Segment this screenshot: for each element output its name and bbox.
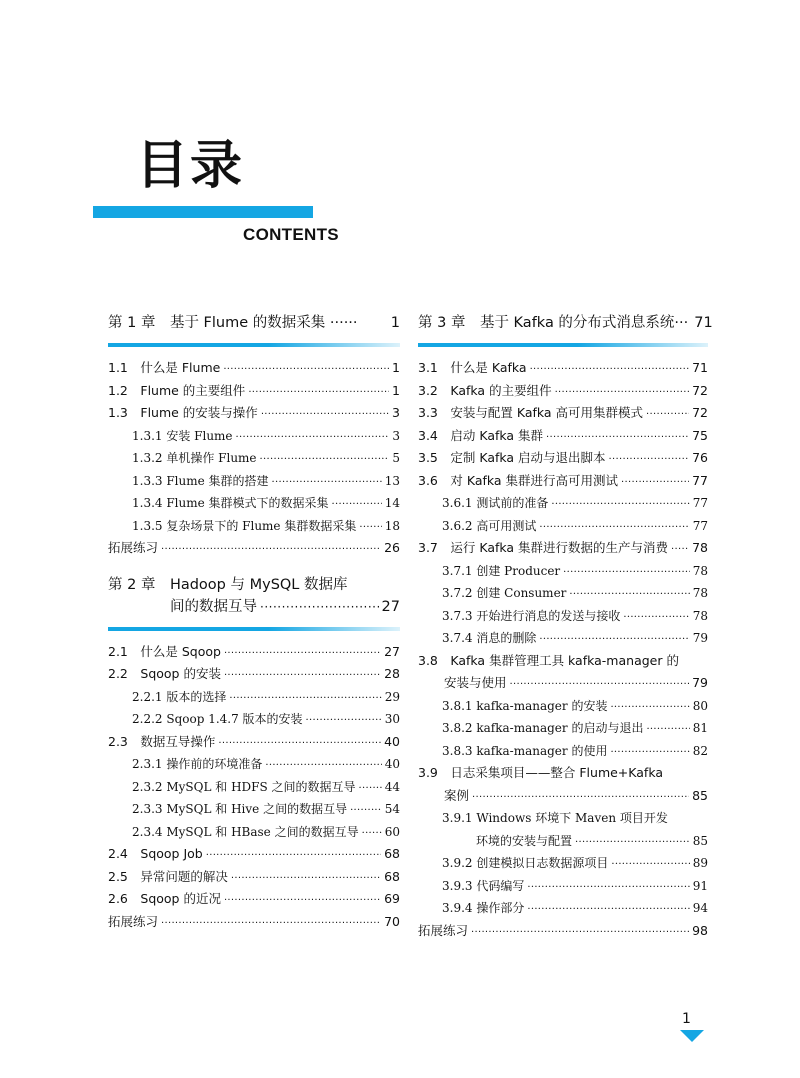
toc-entry[interactable] xyxy=(418,605,708,628)
toc-entry-page: 78 xyxy=(692,586,708,600)
toc-entry-title: 1.3 Flume 的安装与操作 xyxy=(108,405,258,420)
chapter-underline xyxy=(108,627,400,631)
toc-entry-page: 27 xyxy=(384,643,400,659)
chapter-title: 第 2 章 Hadoop 与 MySQL 数据库 xyxy=(108,576,348,593)
toc-entry-title: 3.7 运行 Kafka 集群进行数据的生产与消费 xyxy=(418,540,669,555)
dot-leader xyxy=(569,584,689,607)
toc-entry-page: 72 xyxy=(692,405,708,420)
toc-entry[interactable] xyxy=(418,357,708,380)
toc-entry[interactable] xyxy=(108,515,400,538)
dot-leader xyxy=(671,539,689,562)
dot-leader xyxy=(646,404,689,427)
toc-entry-title: 3.9.4 操作部分 xyxy=(442,901,525,915)
toc-entry-title: 2.2 Sqoop 的安装 xyxy=(108,666,221,681)
dot-leader xyxy=(223,359,389,382)
page-number: 1 xyxy=(682,1011,691,1027)
toc-entry-page: 68 xyxy=(384,868,400,884)
toc-entry-title: 2.3 数据互导操作 xyxy=(108,733,216,749)
toc-entry-page: 94 xyxy=(692,901,708,915)
toc-entry-page: 89 xyxy=(692,856,708,870)
dot-leader xyxy=(646,719,689,742)
toc-entry[interactable] xyxy=(418,920,708,943)
toc-right-column xyxy=(418,312,713,956)
dot-leader xyxy=(611,854,689,877)
toc-entry-title: 1.2 Flume 的主要组件 xyxy=(108,382,246,398)
toc-entry-title: 2.2.2 Sqoop 1.4.7 版本的安装 xyxy=(132,712,303,726)
dot-leader xyxy=(265,755,381,778)
chapter-1-entries xyxy=(108,357,400,560)
toc-entry-page: 79 xyxy=(692,675,708,690)
toc-entry[interactable] xyxy=(108,776,400,799)
toc-entry[interactable] xyxy=(418,852,708,875)
toc-entry-title: 1.3.3 Flume 集群的搭建 xyxy=(132,473,269,488)
dot-leader xyxy=(471,922,689,945)
dot-leader xyxy=(206,845,381,868)
toc-entry-page: 81 xyxy=(692,721,708,735)
toc-entry[interactable] xyxy=(418,650,708,673)
toc-entry-title: 3.9.2 创建模拟日志数据源项目 xyxy=(442,856,609,870)
dot-leader xyxy=(472,787,689,810)
toc-entry-title: 拓展练习 xyxy=(418,922,469,938)
toc-entry-page: 5 xyxy=(392,451,400,465)
toc-entry[interactable] xyxy=(418,695,708,718)
toc-entry-page: 13 xyxy=(384,473,400,488)
toc-entry[interactable] xyxy=(108,470,400,493)
toc-entry-page: 68 xyxy=(384,846,400,861)
toc-entry-title: 2.2.1 版本的选择 xyxy=(132,689,227,704)
dot-leader xyxy=(621,472,689,495)
chapter-3-heading[interactable] xyxy=(418,312,713,347)
toc-entry-page: 78 xyxy=(692,563,708,578)
dot-leader xyxy=(610,742,689,765)
dot-leader xyxy=(224,643,381,666)
toc-entry-page: 30 xyxy=(384,712,400,726)
toc-entry-title: 拓展练习 xyxy=(108,913,159,929)
toc-entry-title: 3.7.2 创建 Consumer xyxy=(442,586,567,600)
toc-entry-title: 3.8.2 kafka-manager 的启动与退出 xyxy=(442,721,644,735)
dot-leader xyxy=(272,472,382,495)
toc-entry[interactable] xyxy=(108,798,400,821)
toc-entry[interactable] xyxy=(108,537,400,560)
toc-entry[interactable] xyxy=(418,785,708,808)
dot-leader xyxy=(229,688,381,711)
toc-entry-title: 1.3.4 Flume 集群模式下的数据采集 xyxy=(132,496,329,510)
dot-leader xyxy=(359,517,381,540)
dot-leader xyxy=(623,607,689,630)
toc-entry-page: 75 xyxy=(692,427,708,443)
chapter-title: 第 3 章 基于 Kafka 的分布式消息系统··· xyxy=(418,315,689,331)
toc-entry[interactable] xyxy=(108,663,400,686)
dot-leader xyxy=(236,427,390,450)
toc-entry-page: 54 xyxy=(384,802,400,816)
toc-entry-page: 77 xyxy=(692,472,708,488)
toc-entry[interactable] xyxy=(418,582,708,605)
dot-leader xyxy=(161,539,381,562)
toc-entry-page: 80 xyxy=(692,698,708,713)
toc-entry[interactable] xyxy=(418,447,708,470)
toc-entry-title: 3.7.4 消息的删除 xyxy=(442,631,537,645)
toc-entry-title: 安装与使用 xyxy=(444,675,507,690)
dot-leader xyxy=(510,674,690,697)
toc-entry-page: 78 xyxy=(692,540,708,555)
dot-leader xyxy=(539,629,689,652)
toc-entry-page: 85 xyxy=(692,833,708,848)
toc-entry[interactable] xyxy=(418,830,708,853)
chapter-2-heading[interactable] xyxy=(108,574,400,631)
toc-entry-page: 79 xyxy=(692,631,708,645)
toc-entry[interactable] xyxy=(418,740,708,763)
dot-leader xyxy=(539,517,689,540)
toc-entry-title: 3.2 Kafka 的主要组件 xyxy=(418,382,552,398)
toc-entry-page: 1 xyxy=(392,382,400,398)
toc-entry-title: 3.1 什么是 Kafka xyxy=(418,360,527,375)
toc-entry[interactable] xyxy=(418,470,708,493)
page-marker-triangle xyxy=(680,1030,704,1042)
toc-entry[interactable] xyxy=(418,402,708,425)
dot-leader xyxy=(248,382,389,405)
toc-entry-title: 3.7.3 开始进行消息的发送与接收 xyxy=(442,608,621,623)
chapter-page: 27 xyxy=(381,598,400,615)
toc-entry-title: 3.8.1 kafka-manager 的安装 xyxy=(442,698,608,713)
toc-entry-title: 3.5 定制 Kafka 启动与退出脚本 xyxy=(418,450,606,465)
toc-entry-title: 2.3.2 MySQL 和 HDFS 之间的数据互导 xyxy=(132,779,356,794)
toc-entry[interactable] xyxy=(108,753,400,776)
toc-entry[interactable] xyxy=(108,402,400,425)
chapter-title-cont: 间的数据互导 xyxy=(170,598,257,615)
toc-entry-page: 14 xyxy=(384,496,400,510)
toc-entry-title: 3.4 启动 Kafka 集群 xyxy=(418,427,544,443)
toc-entry[interactable] xyxy=(108,843,400,866)
toc-entry[interactable] xyxy=(108,888,400,911)
dot-leader xyxy=(609,449,690,472)
chapter-underline xyxy=(108,343,400,347)
toc-entry-page: 98 xyxy=(692,922,708,938)
toc-entry-page: 26 xyxy=(384,540,400,555)
toc-entry-page: 3 xyxy=(392,428,400,443)
dot-leader xyxy=(306,710,382,733)
toc-entry-page: 3 xyxy=(392,405,400,420)
dot-leader xyxy=(555,382,690,405)
toc-entry[interactable] xyxy=(418,560,708,583)
toc-entry[interactable] xyxy=(108,911,400,934)
chapter-2-entries xyxy=(108,641,400,934)
title-accent-bar xyxy=(93,206,313,218)
toc-entry[interactable] xyxy=(418,515,708,538)
toc-entry-title: 2.5 异常问题的解决 xyxy=(108,868,228,884)
dot-leader xyxy=(527,899,689,922)
toc-entry-title: 2.3.1 操作前的环境准备 xyxy=(132,757,263,771)
toc-entry[interactable] xyxy=(108,866,400,889)
toc-entry[interactable] xyxy=(418,762,708,785)
toc-entry[interactable] xyxy=(108,686,400,709)
toc-entry-page: 60 xyxy=(384,824,400,839)
toc-entry-title: 环境的安装与配置 xyxy=(476,833,573,848)
dot-leader xyxy=(332,494,382,517)
chapter-3-entries xyxy=(418,357,708,942)
toc-entry-title: 2.1 什么是 Sqoop xyxy=(108,643,221,659)
toc-entry-title: 3.7.1 创建 Producer xyxy=(442,563,561,578)
toc-entry-title: 2.3.3 MySQL 和 Hive 之间的数据互导 xyxy=(132,802,348,816)
toc-entry-title: 1.3.5 复杂场景下的 Flume 集群数据采集 xyxy=(132,518,357,533)
dot-leader xyxy=(224,665,381,688)
toc-entry-title: 案例 xyxy=(444,787,470,803)
toc-entry-page: 77 xyxy=(692,518,708,533)
toc-entry-page: 91 xyxy=(692,878,708,893)
dot-leader xyxy=(350,800,382,823)
toc-entry-page: 28 xyxy=(384,666,400,681)
toc-entry[interactable] xyxy=(418,807,708,830)
toc-entry[interactable] xyxy=(108,492,400,515)
toc-entry-title: 1.3.2 单机操作 Flume xyxy=(132,451,257,465)
toc-entry-title: 3.6.1 测试前的准备 xyxy=(442,496,549,510)
chapter-1-heading[interactable] xyxy=(108,312,400,347)
dot-leader xyxy=(218,733,381,756)
dot-leader xyxy=(527,877,689,900)
toc-entry[interactable] xyxy=(108,425,400,448)
dot-leader xyxy=(362,823,382,846)
toc-entry[interactable] xyxy=(108,731,400,754)
toc-entry-title: 3.6 对 Kafka 集群进行高可用测试 xyxy=(418,472,619,488)
dot-leader xyxy=(575,832,690,855)
toc-entry-title: 3.3 安装与配置 Kafka 高可用集群模式 xyxy=(418,405,644,420)
toc-entry[interactable] xyxy=(108,708,400,731)
chapter-title: 第 1 章 基于 Flume 的数据采集 ······ xyxy=(108,315,358,331)
dot-leader xyxy=(231,868,381,891)
toc-entry-title: 拓展练习 xyxy=(108,540,159,555)
toc-entry-page: 85 xyxy=(692,787,708,803)
toc-entry[interactable] xyxy=(418,627,708,650)
toc-entry-page: 72 xyxy=(692,382,708,398)
toc-entry[interactable] xyxy=(418,672,708,695)
toc-entry-title: 3.6.2 高可用测试 xyxy=(442,518,537,533)
toc-entry[interactable] xyxy=(418,492,708,515)
toc-entry-title: 1.1 什么是 Flume xyxy=(108,360,221,375)
toc-entry-page: 18 xyxy=(384,518,400,533)
toc-entry-title: 3.9 日志采集项目——整合 Flume+Kafka xyxy=(418,765,663,780)
toc-entry[interactable] xyxy=(108,447,400,470)
dot-leader xyxy=(551,494,689,517)
toc-entry-page: 76 xyxy=(692,450,708,465)
toc-entry[interactable] xyxy=(418,425,708,448)
dot-leader xyxy=(546,427,689,450)
toc-entry-page: 44 xyxy=(384,779,400,794)
chapter-page: 71 xyxy=(694,315,713,331)
toc-entry-title: 1.3.1 安装 Flume xyxy=(132,428,233,443)
toc-entry-page: 1 xyxy=(392,360,400,375)
toc-entry-page: 29 xyxy=(384,689,400,704)
toc-entry-title: 3.9.1 Windows 环境下 Maven 项目开发 xyxy=(442,811,668,825)
toc-entry-title: 2.3.4 MySQL 和 HBase 之间的数据互导 xyxy=(132,824,359,839)
toc-entry[interactable] xyxy=(418,897,708,920)
toc-entry-page: 77 xyxy=(692,496,708,510)
toc-entry-page: 69 xyxy=(384,891,400,906)
toc-entry[interactable] xyxy=(108,641,400,664)
toc-entry-page: 40 xyxy=(384,733,400,749)
toc-entry[interactable] xyxy=(418,380,708,403)
toc-entry[interactable] xyxy=(108,357,400,380)
toc-entry[interactable] xyxy=(418,537,708,560)
toc-entry[interactable] xyxy=(108,380,400,403)
toc-entry-page: 82 xyxy=(692,743,708,758)
page-subtitle: CONTENTS xyxy=(243,225,339,244)
toc-entry-page: 70 xyxy=(384,913,400,929)
dot-leader xyxy=(530,359,690,382)
page-title: 目录 xyxy=(136,136,245,196)
toc-entry-title: 3.9.3 代码编写 xyxy=(442,878,525,893)
chapter-page: 1 xyxy=(390,315,400,331)
toc-entry-page: 78 xyxy=(692,608,708,623)
toc-entry-title: 3.8 Kafka 集群管理工具 kafka-manager 的 xyxy=(418,652,679,668)
dot-leader xyxy=(610,697,689,720)
toc-left-column xyxy=(108,312,400,947)
dot-leader xyxy=(260,449,390,472)
dot-leader xyxy=(563,562,690,585)
dot-leader xyxy=(161,913,381,936)
dot-leader xyxy=(261,404,389,427)
toc-entry[interactable] xyxy=(418,875,708,898)
chapter-underline xyxy=(418,343,708,347)
toc-entry-page: 71 xyxy=(692,360,708,375)
toc-entry-title: 3.8.3 kafka-manager 的使用 xyxy=(442,743,608,758)
dot-leader xyxy=(359,778,382,801)
toc-entry[interactable] xyxy=(108,821,400,844)
dot-leader xyxy=(224,890,381,913)
toc-entry-title: 2.6 Sqoop 的近况 xyxy=(108,891,221,906)
toc-entry-page: 40 xyxy=(384,757,400,771)
toc-entry-title: 2.4 Sqoop Job xyxy=(108,846,203,861)
toc-entry[interactable] xyxy=(418,717,708,740)
